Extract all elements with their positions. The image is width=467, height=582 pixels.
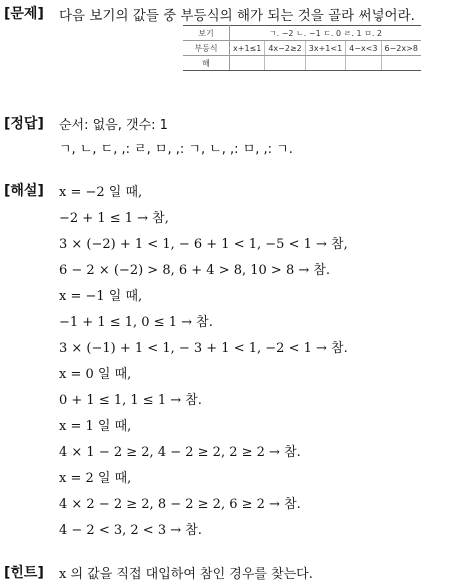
problem-label: [문제] xyxy=(4,6,44,22)
solution-line: x = 1 일 때, xyxy=(59,419,132,434)
solution-line: 4 × 1 − 2 ≥ 2, 4 − 2 ≥ 2, 2 ≥ 2 → 참. xyxy=(59,445,301,460)
solution-line: x = −1 일 때, xyxy=(59,289,143,304)
solution-line: x = 2 일 때, xyxy=(59,471,132,486)
answer-cell xyxy=(381,56,421,71)
solution-line: −2 + 1 ≤ 1 → 참, xyxy=(59,211,169,226)
ineq-header: 부등식 xyxy=(183,41,230,56)
ineq-cell: 4−x<3 xyxy=(346,41,381,56)
solution-line: 0 + 1 ≤ 1, 1 ≤ 1 → 참. xyxy=(59,393,202,408)
solution-header: 해 xyxy=(183,56,230,71)
solution-line: 6 − 2 × (−2) > 8, 6 + 4 > 8, 10 > 8 → 참. xyxy=(59,263,331,278)
answer-line-1: 순서: 없음, 갯수: 1 xyxy=(59,118,168,133)
solution-line: x = 0 일 때, xyxy=(59,367,132,382)
answer-cell xyxy=(346,56,381,71)
ineq-cell: 3x+1<1 xyxy=(305,41,345,56)
boki-values: ㄱ. −2 ㄴ. −1 ㄷ. 0 ㄹ. 1 ㅁ. 2 xyxy=(230,26,421,41)
solution-label: [해설] xyxy=(4,183,44,199)
solution-line: 4 × 2 − 2 ≥ 2, 8 − 2 ≥ 2, 6 ≥ 2 → 참. xyxy=(59,497,301,512)
answer-cell xyxy=(230,56,265,71)
ineq-cell: x+1≤1 xyxy=(230,41,265,56)
choices-table xyxy=(183,25,421,71)
ineq-cell: 4x−2≥2 xyxy=(265,41,305,56)
problem-text: 다음 보기의 값들 중 부등식의 해가 되는 것을 골라 써넣어라. xyxy=(59,8,415,24)
solution-line: 3 × (−1) + 1 < 1, − 3 + 1 < 1, −2 < 1 → 참. xyxy=(59,341,348,356)
answer-line-2: ㄱ, ㄴ, ㄷ, ,: ㄹ, ㅁ, ,: ㄱ, ㄴ, ,: ㅁ, ,: ㄱ. xyxy=(59,142,293,157)
ineq-cell: 6−2x>8 xyxy=(381,41,421,56)
hint-text: x 의 값을 직접 대입하여 참인 경우를 찾는다. xyxy=(59,567,313,582)
answer-cell xyxy=(265,56,305,71)
boki-header: 보기 xyxy=(183,26,230,41)
solution-line: 4 − 2 < 3, 2 < 3 → 참. xyxy=(59,523,202,538)
answer-label: [정답] xyxy=(4,116,44,132)
answer-cell xyxy=(305,56,345,71)
solution-line: 3 × (−2) + 1 < 1, − 6 + 1 < 1, −5 < 1 → 참, xyxy=(59,237,348,252)
solution-line: −1 + 1 ≤ 1, 0 ≤ 1 → 참. xyxy=(59,315,213,330)
hint-label: [힌트] xyxy=(4,565,44,581)
solution-line: x = −2 일 때, xyxy=(59,185,143,200)
